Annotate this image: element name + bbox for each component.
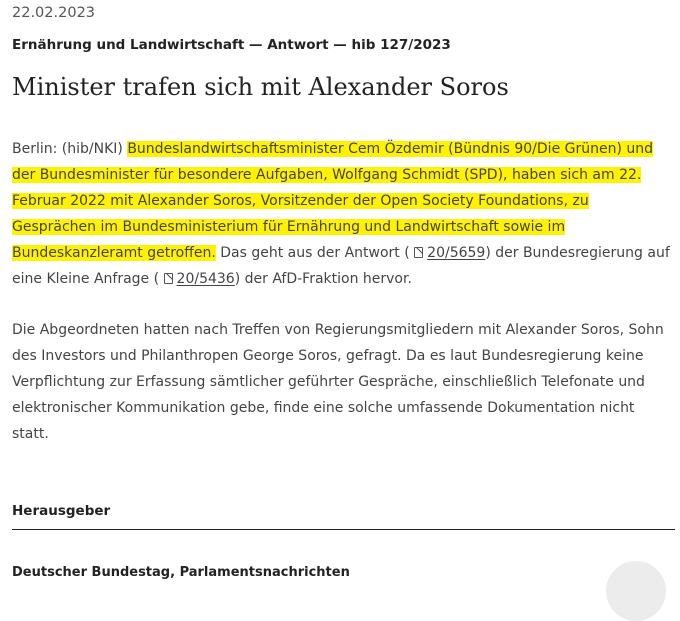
article-paragraph-2: Die Abgeordneten hatten nach Treffen von Regierungsmitgliedern mit Alexander Soros, Sohn des Investors und Philanthropen George Soros, gefragt. Da es laut Bundesregierung keine Verpflichtung zur Erfassung sämtlicher geführter Gespräche, einschließlich Telefonate und elektronischer Kommunikation gebe, finde eine solche umfassende Dokumentation nicht statt.: [12, 322, 664, 442]
section-divider: [12, 529, 675, 530]
document-icon: [414, 247, 423, 258]
document-link-answer-label: 20/5659: [427, 245, 486, 261]
article-paragraph-1: [12, 136, 674, 292]
paragraph-text-a: Das geht aus der Antwort (: [215, 245, 415, 261]
article-date: 22.02.2023: [12, 5, 96, 21]
document-link-answer[interactable]: [414, 245, 485, 261]
article-kicker: Ernährung und Landwirtschaft — Antwort — hib 127/2023: [12, 37, 451, 53]
paragraph-text-c: ) der AfD-Fraktion hervor.: [234, 271, 412, 287]
highlighted-text: Bundeslandwirtschaftsminister Cem Özdemir (Bündnis 90/Die Grünen) und der Bundesminister für besondere Aufgaben, Wolfgang Schmidt (SPD), haben sich am 22. Februar 2022 mit Alexander Soros, Vorsitzender der Open Society Foundations, zu Gesprächen im Bundesministerium für Ernährung und Landwirtschaft sowie im Bundeskanzleramt getroffen.: [12, 141, 654, 261]
document-link-inquiry[interactable]: [164, 271, 235, 287]
paragraph-text-b: ) der Bundesregierung auf eine Kleine Anfrage (: [12, 245, 670, 287]
publisher-name: Deutscher Bundestag, Parlamentsnachrichten: [12, 565, 350, 580]
paragraph-lead: Berlin: (hib/NKI): [12, 141, 128, 157]
publisher-section-title: Herausgeber: [12, 503, 111, 519]
scroll-to-top-button[interactable]: [606, 561, 666, 621]
article-headline: Minister trafen sich mit Alexander Soros: [12, 73, 509, 101]
document-link-inquiry-label: 20/5436: [176, 271, 235, 287]
document-icon: [164, 273, 173, 284]
